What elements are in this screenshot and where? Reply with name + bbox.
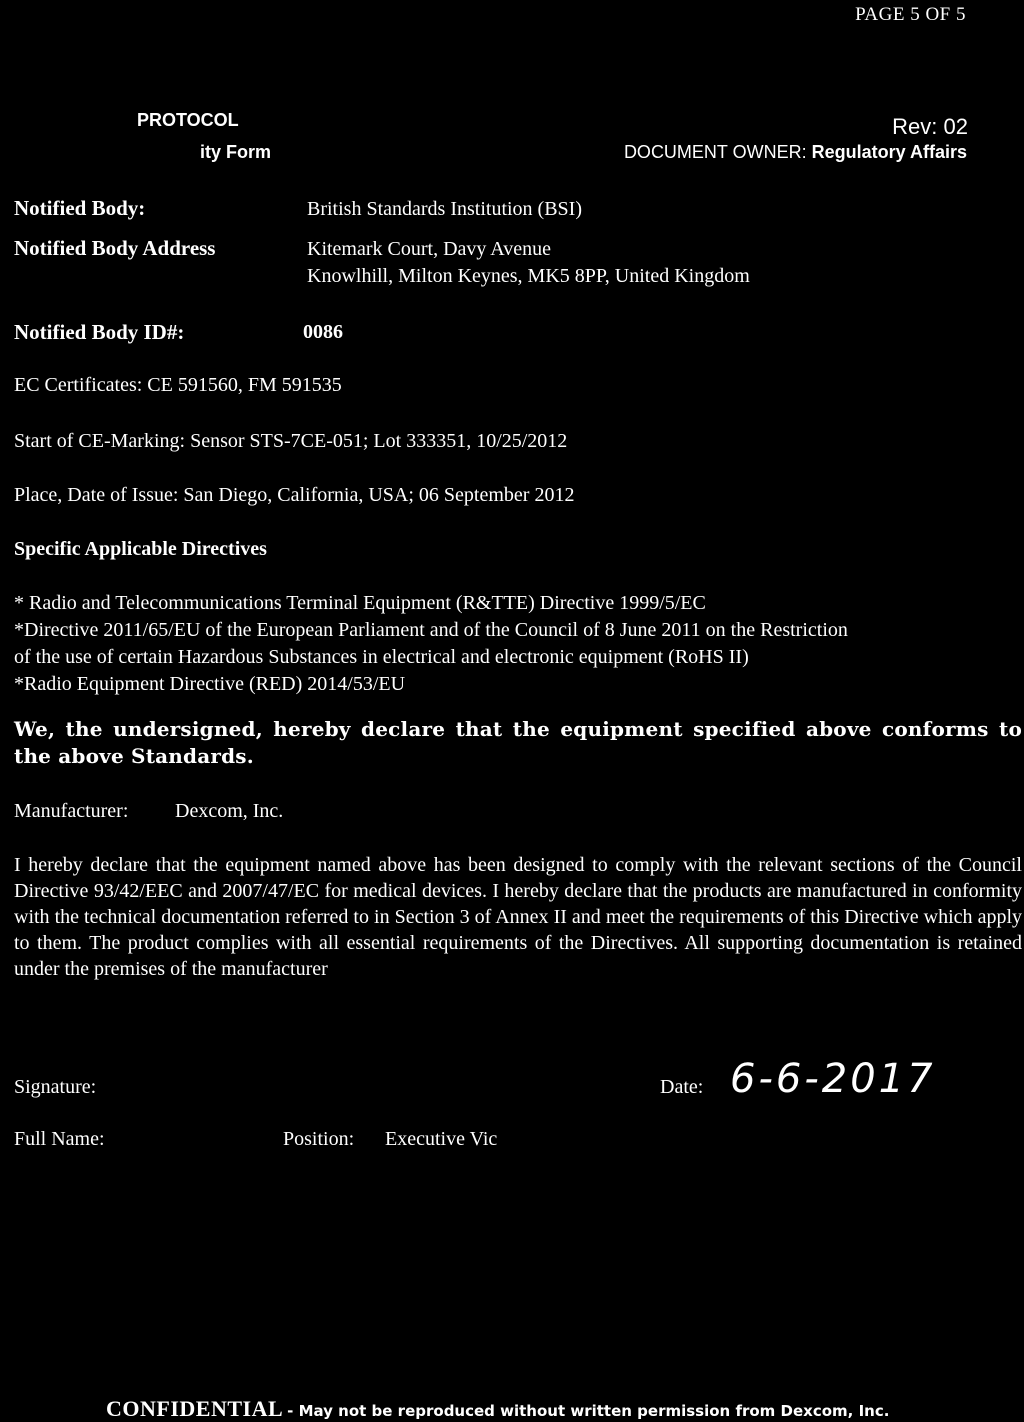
directive-item: *Directive 2011/65/EU of the European Parliament and of the Council of 8 June 2011 on the Restriction bbox=[14, 619, 848, 641]
document-owner-value: Regulatory Affairs bbox=[811, 142, 967, 162]
notified-body-id-label: Notified Body ID#: bbox=[14, 320, 185, 344]
handwritten-date: 6-6-2017 bbox=[730, 1056, 936, 1102]
notified-body-address-line2: Knowlhill, Milton Keynes, MK5 8PP, United Kingdom bbox=[307, 265, 750, 287]
directive-item: *Radio Equipment Directive (RED) 2014/53/EU bbox=[14, 673, 406, 695]
confidential-notice: - May not be reproduced without written permission from Dexcom, Inc. bbox=[287, 1402, 890, 1420]
ec-certificates: EC Certificates: CE 591560, FM 591535 bbox=[14, 374, 342, 396]
confidential-footer bbox=[106, 1396, 889, 1422]
protocol-title: PROTOCOL bbox=[137, 110, 239, 130]
form-title: ity Form bbox=[200, 142, 272, 162]
notified-body-address-line1: Kitemark Court, Davy Avenue bbox=[307, 238, 552, 260]
notified-body-id-value: 0086 bbox=[303, 321, 343, 343]
revision-label: Rev: 02 bbox=[892, 114, 968, 139]
notified-body-address-label: Notified Body Address bbox=[14, 236, 216, 260]
directive-item: of the use of certain Hazardous Substances in electrical and electronic equipment (RoHS II) bbox=[14, 646, 749, 668]
manufacturer-label: Manufacturer: bbox=[14, 800, 129, 822]
full-name-label: Full Name: bbox=[14, 1128, 105, 1150]
document-owner-label: DOCUMENT OWNER: bbox=[623, 142, 807, 162]
date-label: Date: bbox=[660, 1076, 704, 1098]
notified-body-value: British Standards Institution (BSI) bbox=[307, 198, 582, 220]
place-date-issue: Place, Date of Issue: San Diego, California, USA; 06 September 2012 bbox=[14, 484, 575, 506]
page-number: PAGE 5 OF 5 bbox=[855, 4, 966, 25]
directive-item: * Radio and Telecommunications Terminal Equipment (R&TTE) Directive 1999/5/EC bbox=[14, 592, 706, 614]
directives-heading: Specific Applicable Directives bbox=[14, 538, 267, 560]
confidential-label: CONFIDENTIAL bbox=[106, 1396, 284, 1421]
signature-label: Signature: bbox=[14, 1076, 97, 1098]
notified-body-label: Notified Body: bbox=[14, 196, 146, 220]
manufacturer-value: Dexcom, Inc. bbox=[175, 800, 284, 822]
position-label: Position: bbox=[283, 1128, 355, 1150]
declaration-body: I hereby declare that the equipment named above has been designed to comply with the relevant sections of the Council Directive 93/42/EEC and 2007/47/EC for medical devices. I hereby declare that the products are manufactured in conformity with the technical documentation referred to in Section 3 of Annex II and meet the requirements of this Directive which apply to them. The product complies with all essential requirements of the Directives. All supporting documentation is retained under the premises of the manufacturer bbox=[14, 854, 1022, 980]
declaration-statement: We, the undersigned, hereby declare that the equipment specified above conforms to the above Standards. bbox=[14, 717, 1022, 768]
document-owner bbox=[624, 142, 967, 163]
start-ce-marking: Start of CE-Marking: Sensor STS-7CE-051; Lot 333351, 10/25/2012 bbox=[14, 430, 568, 452]
position-value: Executive Vic bbox=[385, 1128, 498, 1150]
